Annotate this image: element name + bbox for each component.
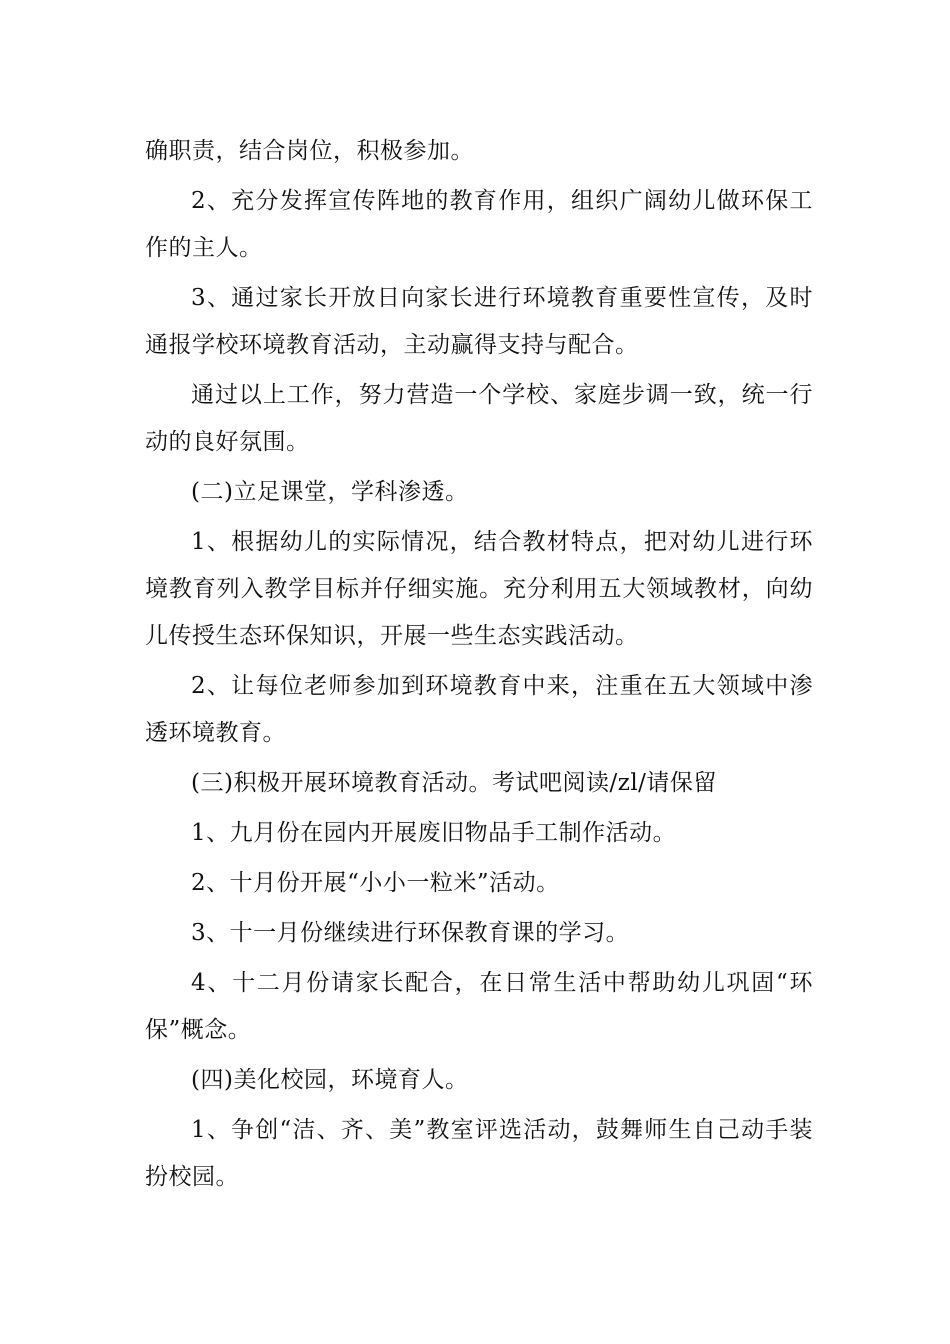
paragraph-6: 2、让每位老师参加到环境教育中来，注重在五大领域中渗透环境教育。: [145, 673, 813, 746]
paragraph-2: 2、充分发挥宣传阵地的教育作用，组织广阔幼儿做环保工作的主人。: [145, 188, 813, 261]
section-heading-4: (四)美化校园，环境育人。: [191, 1067, 469, 1093]
paragraph-11: 1、争创“洁、齐、美”教室评选活动，鼓舞师生自己动手装扮校园。: [145, 1117, 813, 1190]
paragraph-9: 3、十一月份继续进行环保教育课的学习。: [191, 920, 630, 946]
paragraph-7: 1、九月份在园内开展废旧物品手工制作活动。: [191, 820, 677, 846]
section-heading-2: (二)立足课堂，学科渗透。: [191, 479, 469, 505]
paragraph-3: 3、通过家长开放日向家长进行环境教育重要性宣传，及时通报学校环境教育活动，主动赢得支持与配合。: [145, 285, 813, 358]
paragraph-4: 通过以上工作，努力营造一个学校、家庭步调一致，统一行动的良好氛围。: [145, 382, 813, 455]
section-heading-3: (三)积极开展环境教育活动。考试吧阅读/zl/请保留: [191, 770, 717, 796]
paragraph-1: 确职责，结合岗位，积极参加。: [145, 138, 474, 164]
paragraph-5: 1、根据幼儿的实际情况，结合教材特点，把对幼儿进行环境教育列入教学目标并仔细实施。充分利用五大领域教材，向幼儿传授生态环保知识，开展一些生态实践活动。: [145, 529, 813, 649]
document-body: [145, 128, 813, 1201]
paragraph-10: 4、十二月份请家长配合，在日常生活中帮助幼儿巩固“环保”概念。: [145, 970, 813, 1043]
paragraph-8: 2、十月份开展“小小一粒米”活动。: [191, 870, 560, 896]
